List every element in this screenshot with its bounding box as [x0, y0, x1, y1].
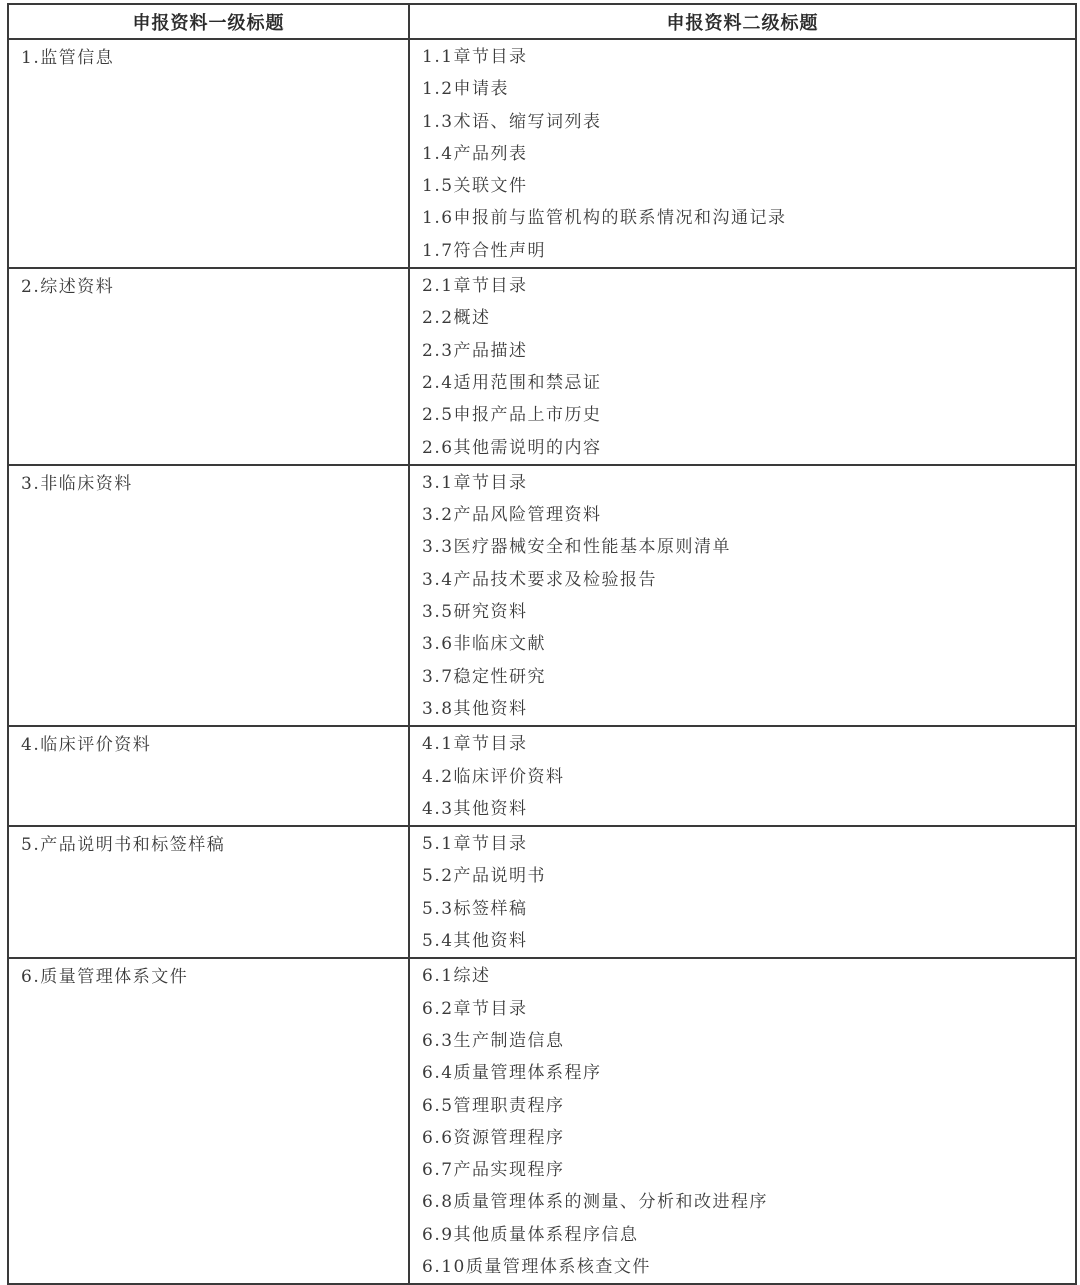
subsection-item: 3.8其他资料 [422, 698, 528, 719]
subsection-item: 1.1章节目录 [422, 47, 528, 67]
subsection-item: 3.1章节目录 [422, 472, 528, 493]
subsection-item: 2.6其他需说明的内容 [422, 437, 602, 458]
section-title-cell [8, 268, 409, 465]
table-row [8, 826, 1076, 958]
subsection-item: 6.4质量管理体系程序 [422, 1063, 602, 1084]
subsection-item: 1.7符合性声明 [422, 240, 547, 261]
section-title-cell [8, 39, 409, 268]
subsection-item: 6.8质量管理体系的测量、分析和改进程序 [422, 1192, 769, 1213]
subsection-list [410, 960, 1075, 1283]
subsection-item: 1.6申报前与监管机构的联系情况和沟通记录 [422, 208, 787, 229]
subsection-item: 3.4产品技术要求及检验报告 [422, 569, 658, 590]
subsection-item: 6.7产品实现程序 [422, 1160, 565, 1181]
subsection-list-cell [409, 465, 1076, 726]
subsection-item: 2.3产品描述 [422, 340, 528, 361]
table-row [8, 958, 1076, 1284]
subsection-list-cell [409, 958, 1076, 1284]
subsection-item: 3.7稳定性研究 [422, 666, 547, 687]
subsection-item: 2.2概述 [422, 308, 491, 329]
section-title: 6.质量管理体系文件 [21, 967, 189, 988]
column-header-level1: 申报资料一级标题 [8, 4, 409, 39]
subsection-item: 1.5关联文件 [422, 176, 528, 197]
section-title: 3.非临床资料 [21, 473, 133, 494]
subsection-item: 4.3其他资料 [422, 798, 528, 819]
subsection-item: 6.2章节目录 [422, 998, 528, 1019]
section-title-cell [8, 826, 409, 958]
subsection-item: 5.1章节目录 [422, 834, 528, 855]
subsection-list-cell [409, 268, 1076, 465]
subsection-item: 1.4产品列表 [422, 143, 528, 164]
subsection-item: 6.10质量管理体系核查文件 [422, 1256, 651, 1277]
section-title-cell [8, 465, 409, 726]
section-title: 4.临床评价资料 [21, 735, 152, 756]
subsection-list-cell [409, 726, 1076, 826]
subsection-item: 5.4其他资料 [422, 931, 528, 952]
subsection-item: 6.9其他质量体系程序信息 [422, 1224, 639, 1245]
table-header-row [8, 4, 1076, 39]
section-title-cell [8, 726, 409, 826]
subsection-list [410, 270, 1075, 464]
subsection-item: 6.5管理职责程序 [422, 1095, 565, 1116]
subsection-list [410, 41, 1075, 267]
submission-materials-table [7, 3, 1077, 1285]
subsection-item: 2.4适用范围和禁忌证 [422, 372, 602, 393]
subsection-item: 6.1综述 [422, 966, 491, 987]
subsection-item: 6.3生产制造信息 [422, 1030, 565, 1051]
subsection-item: 2.1章节目录 [422, 276, 528, 297]
table-row [8, 39, 1076, 268]
subsection-item: 4.1章节目录 [422, 734, 528, 755]
subsection-item: 2.5申报产品上市历史 [422, 405, 602, 426]
subsection-list [410, 728, 1075, 825]
subsection-item: 6.6资源管理程序 [422, 1127, 565, 1148]
subsection-item: 3.2产品风险管理资料 [422, 505, 602, 526]
table-row [8, 268, 1076, 465]
subsection-item: 3.5研究资料 [422, 602, 528, 623]
subsection-list-cell [409, 39, 1076, 268]
subsection-item: 5.2产品说明书 [422, 866, 547, 887]
subsection-list-cell [409, 826, 1076, 958]
subsection-list [410, 828, 1075, 957]
section-title-cell [8, 958, 409, 1284]
subsection-item: 1.3术语、缩写词列表 [422, 111, 602, 132]
column-header-level2: 申报资料二级标题 [409, 4, 1076, 39]
subsection-item: 1.2申请表 [422, 79, 510, 100]
section-title: 1.监管信息 [21, 48, 115, 68]
subsection-item: 5.3标签样稿 [422, 898, 528, 919]
table-body [8, 39, 1076, 1284]
section-title: 5.产品说明书和标签样稿 [21, 835, 226, 856]
subsection-item: 3.3医疗器械安全和性能基本原则清单 [422, 537, 732, 558]
subsection-item: 3.6非临床文献 [422, 634, 547, 655]
table-row [8, 726, 1076, 826]
table-row [8, 465, 1076, 726]
subsection-item: 4.2临床评价资料 [422, 766, 565, 787]
subsection-list [410, 467, 1075, 725]
section-title: 2.综述资料 [21, 277, 115, 298]
